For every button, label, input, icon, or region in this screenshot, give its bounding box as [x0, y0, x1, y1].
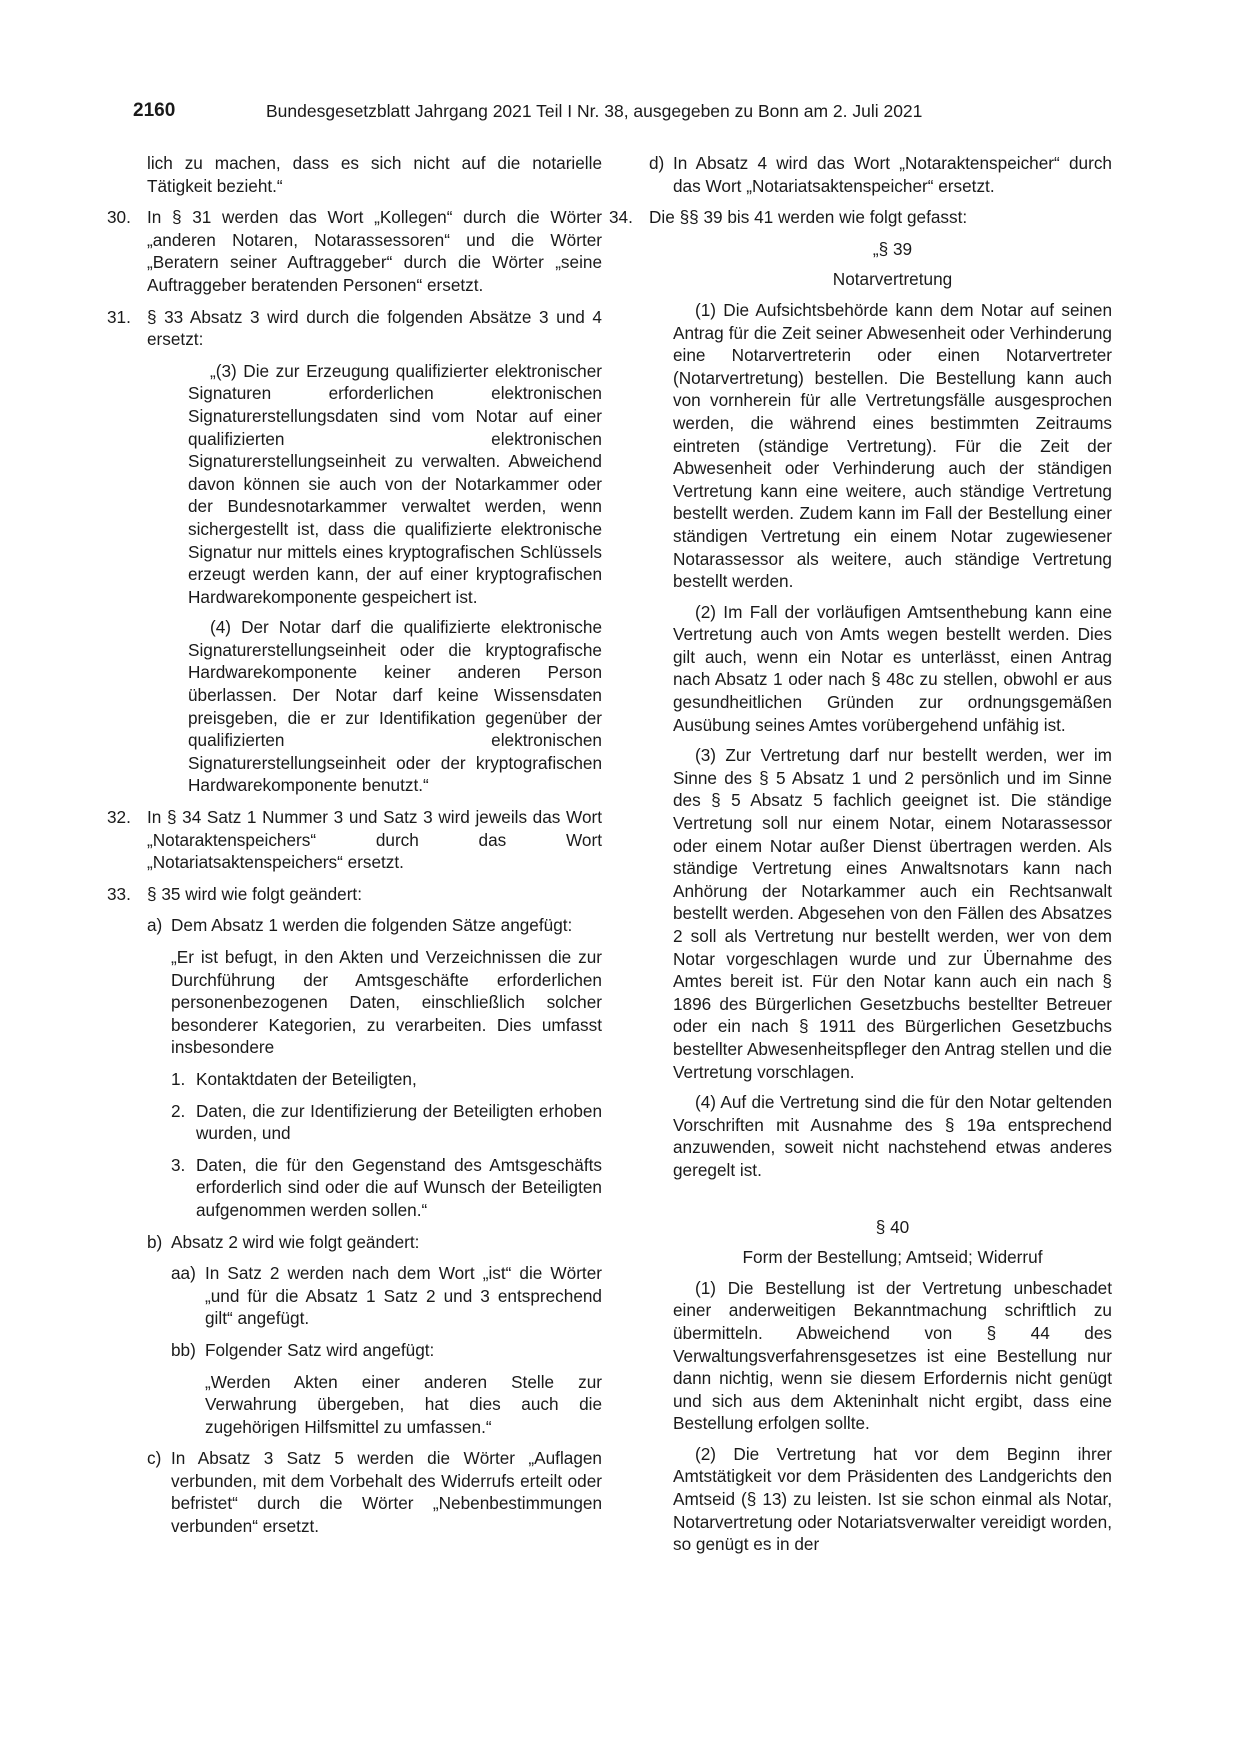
item-text: Die §§ 39 bis 41 werden wie folgt gefasst:: [649, 207, 968, 228]
section-paragraph: (3) Zur Vertretung darf nur bestellt werden, wer im Sinne des § 5 Absatz 1 und 2 persönlich und im Sinne des § 5 Absatz 5 fachlich geeignet ist. Die ständige Vertretung soll nur einem Notar, einem Notarassessor oder einem Notar außer Dienst übertragen werden. Als ständige Vertretung eines Anwaltsnotars kann nach Anhörung der Notarkammer auch ein Rechtsanwalt bestellt werden. Abgesehen von den Fällen des Absatzes 2 soll als Vertretung nur bestellt werden, wer von dem Notar vorgeschlagen wurde und zur Übernahme des Amtes bereit ist. Für den Notar kann auch ein nach § 1896 des Bürgerlichen Gesetzbuchs bestellter Betreuer oder ein nach § 1911 des Bürgerlichen Gesetzbuchs bestellter Abwesenheitspfleger den Antrag stellen und die Vertretung vorschlagen.: [673, 745, 1112, 1082]
item-32: [107, 806, 602, 874]
enum-text: Daten, die für den Gegenstand des Amtsgeschäfts erforderlich sind oder die auf Wunsch der Beteiligten aufgenommen werden sollen.“: [196, 1154, 602, 1220]
subitem-label: bb): [171, 1339, 196, 1360]
item-31: [107, 306, 602, 351]
subitem-label: c): [147, 1448, 162, 1469]
subitem-a-quote: [147, 946, 602, 1059]
subitem-b: [147, 1231, 602, 1254]
page-header: [133, 100, 1113, 128]
quote-paragraph: (4) Der Notar darf die qualifizierte elektronische Signaturerstellungseinheit oder die kryptografische Hardwarekomponente keiner anderen Person überlassen. Der Notar darf keine Wissensdaten preisgeben, die er zur Identifikation gegenüber der qualifizierten elektronischen Signaturerstellungseinheit oder der kryptografischen Hardwarekomponente benutzt.“: [188, 617, 602, 796]
subitem-bb-quote: [147, 1371, 602, 1439]
subitem-aa: [171, 1262, 602, 1330]
subitem-text: In Absatz 4 wird das Wort „Notaraktenspeicher“ durch das Wort „Notariatsaktenspeicher“ ersetzt.: [673, 153, 1112, 196]
item-number: 31.: [107, 306, 131, 327]
section-paragraph: (2) Die Vertretung hat vor dem Beginn ihrer Amtstätigkeit vor dem Präsidenten des Landgerichts den Amtseid (§ 13) zu leisten. Ist sie schon einmal als Notar, Notarvertretung oder Notariatsverwalter vereidigt worden, so genügt es in der: [673, 1443, 1112, 1555]
page-number: 2160: [133, 100, 176, 121]
item-number: 34.: [609, 207, 633, 228]
item-text: § 35 wird wie folgt geändert:: [147, 883, 362, 904]
left-column: [107, 152, 602, 1547]
subitem-text: Absatz 2 wird wie folgt geändert:: [171, 1231, 420, 1252]
subitem-a: [147, 914, 602, 937]
subitem-text: In Satz 2 werden nach dem Wort „ist“ die Wörter „und für die Absatz 1 Satz 2 und 3 entsprechend gilt“ angefügt.: [205, 1263, 602, 1329]
section-paragraph: (1) Die Bestellung ist der Vertretung unbeschadet einer anderweitigen Bekanntmachung schriftlich zu übermitteln. Abweichend von § 44 des Verwaltungsverfahrensgesetzes ist eine Bestellung nur dann nichtig, wenn sie diesem Erfordernis nicht genügt und sich aus dem Akteninhalt nicht ergibt, dass eine Bestellung erfolgen sollte.: [673, 1277, 1112, 1434]
section-paragraph: (4) Auf die Vertretung sind die für den Notar geltenden Vorschriften mit Ausnahme des § 19a entsprechend anzuwenden, soweit nicht nachstehend etwas anderes geregelt ist.: [673, 1092, 1112, 1180]
subitem-label: d): [649, 153, 665, 173]
item-30: [107, 206, 602, 296]
subitem-text: In Absatz 3 Satz 5 werden die Wörter „Auflagen verbunden, mit dem Vorbehalt des Widerrufs erteilt oder befristet“ durch die Wörter „Nebenbestimmungen verbunden“ ersetzt.: [171, 1448, 602, 1537]
section-40-body: [649, 1277, 1112, 1556]
item-number: 32.: [107, 807, 131, 828]
item-text: § 33 Absatz 3 wird durch die folgenden Absätze 3 und 4 ersetzt:: [147, 306, 602, 350]
continued-text: lich zu machen, dass es sich nicht auf die notarielle Tätigkeit bezieht.“: [147, 153, 602, 196]
section-paragraph: (1) Die Aufsichtsbehörde kann dem Notar auf seinen Antrag für die Zeit seiner Abwesenheit oder Verhinderung eine Notarvertreterin oder einen Notarvertreter (Notarvertretung) bestellen. Die Bestellung kann auch von vornherein für alle Vertretungsfälle ausgesprochen werden, die während eines bestimmten Zeitraums eintreten (ständige Vertretung). Für die Zeit der Abwesenheit oder Verhinderung auch der ständigen Vertretung kann eine weitere, auch ständige Vertretung bestellt werden. Zudem kann im Fall der Bestellung einer ständigen Vertretung ein einem Notar zugewiesener Notarassessor als weitere, auch ständige Vertretung bestellt werden.: [673, 299, 1112, 592]
subitem-text: Folgender Satz wird angefügt:: [205, 1339, 435, 1360]
item-text: In § 34 Satz 1 Nummer 3 und Satz 3 wird jeweils das Wort „Notaraktenspeichers“ durch das Wort „Notariatsaktenspeichers“ ersetzt.: [147, 807, 602, 873]
section-paragraph: (2) Im Fall der vorläufigen Amtsenthebung kann eine Vertretung auch von Amts wegen bestellt werden. Dies gilt auch, wenn ein Notar es unterlässt, einen Antrag nach Absatz 1 oder nach § 48c zu stellen, obwohl er aus gesundheitlichen Gründen zur ordnungsgemäßen Ausübung seines Amtes vorübergehend unfähig ist.: [673, 601, 1112, 735]
item-34: [609, 206, 1112, 229]
quote-paragraph: „Werden Akten einer anderen Stelle zur Verwahrung übergeben, hat dies auch die zugehörigen Hilfsmittel zu umfassen.“: [205, 1371, 602, 1437]
enum-text: Daten, die zur Identifizierung der Beteiligten erhoben wurden, und: [196, 1100, 602, 1144]
quote-paragraph: „(3) Die zur Erzeugung qualifizierter elektronischer Signaturen erforderlichen elektronischen Signaturerstellungsdaten sind vom Notar auf einer qualifizierten elektronischen Signaturerstellungseinheit zu verwalten. Abweichend davon können sie auch von der Notarkammer oder der Bundesnotarkammer verwaltet werden, wenn sichergestellt ist, dass die qualifizierte elektronische Signatur nur mittels eines kryptografischen Schlüssels erzeugt werden kann, der auf einer kryptografischen Hardwarekomponente gespeichert ist.: [188, 360, 602, 607]
enum-item-1: [147, 1068, 602, 1091]
section-40-title: Form der Bestellung; Amtseid; Widerruf: [742, 1247, 1043, 1268]
subitem-c: [147, 1447, 602, 1537]
section-39-heading: „§ 39: [872, 238, 913, 259]
right-column: [609, 152, 1112, 1564]
enum-label: 2.: [171, 1100, 186, 1121]
subitem-text: Dem Absatz 1 werden die folgenden Sätze angefügt:: [171, 915, 573, 936]
quoted-paragraphs: [147, 360, 602, 797]
subitem-label: aa): [171, 1263, 196, 1284]
subitem-d: [649, 152, 1112, 197]
enum-text: Kontaktdaten der Beteiligten,: [196, 1068, 417, 1089]
item-33: [107, 883, 602, 906]
enum-label: 1.: [171, 1068, 186, 1089]
item-text: In § 31 werden das Wort „Kollegen“ durch die Wörter „anderen Notaren, Notarassessoren“ und die Wörter „Beratern seiner Auftraggeber“ durch die Wörter „seine Auftraggeber beratenden Personen“ ersetzt.: [147, 207, 602, 295]
section-40-heading: § 40: [875, 1216, 910, 1237]
subitem-label: a): [147, 915, 163, 936]
section-39-title: Notarvertretung: [832, 269, 953, 290]
section-39-body: [649, 299, 1112, 1182]
subitem-bb-wrap: [147, 1339, 602, 1362]
enum-item-3: [147, 1154, 602, 1222]
running-title: Bundesgesetzblatt Jahrgang 2021 Teil I Nr. 38, ausgegeben zu Bonn am 2. Juli 2021: [266, 101, 923, 121]
subitem-aa-wrap: [147, 1262, 602, 1330]
quote-paragraph: „Er ist befugt, in den Akten und Verzeichnissen die zur Durchführung der Amtsgeschäfte erforderlichen personenbezogenen Daten, einschließlich solcher besonderer Kategorien, zu verarbeiten. Dies umfasst insbesondere: [171, 947, 602, 1058]
item-number: 30.: [107, 207, 131, 228]
subitem-bb: [171, 1339, 602, 1362]
subitem-label: b): [147, 1231, 163, 1252]
item-number: 33.: [107, 883, 131, 904]
enum-label: 3.: [171, 1154, 186, 1175]
enum-item-2: [147, 1100, 602, 1145]
